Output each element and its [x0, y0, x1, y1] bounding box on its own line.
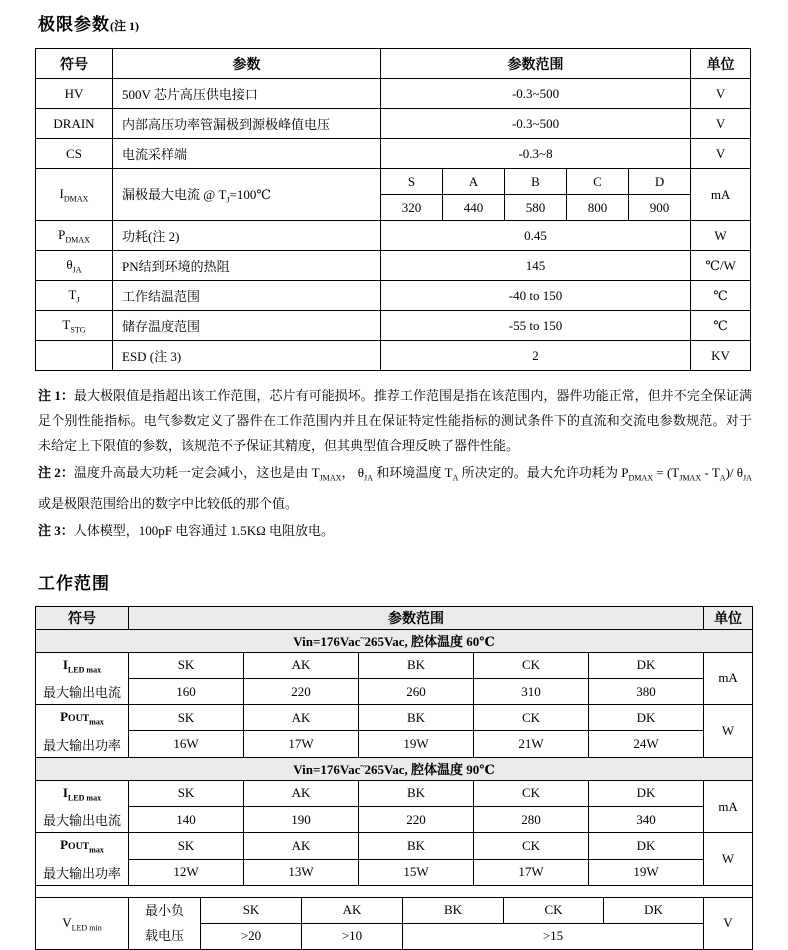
cell-value: 15W — [359, 859, 474, 885]
limits-row-drain — [36, 109, 751, 139]
cell-unit: ℃ — [691, 281, 751, 311]
cell-unit: KV — [691, 341, 751, 371]
header-param: 参数 — [113, 49, 381, 79]
cell-grade: AK — [244, 652, 359, 678]
cell-grade: BK — [359, 705, 474, 731]
cell-value-merged: >15 — [403, 923, 704, 949]
cell-value: 19W — [589, 859, 704, 885]
cell-value: 13W — [244, 859, 359, 885]
cell-range: 0.45 — [381, 221, 691, 251]
symbol-text: $I_{LED max}$ — [62, 784, 102, 803]
cell-grade: SK — [129, 780, 244, 806]
cell-range: -40 to 150 — [381, 281, 691, 311]
cell-grade: CK — [474, 780, 589, 806]
cell-value: 260 — [359, 678, 474, 704]
limits-title-text: 极限参数 — [38, 15, 110, 34]
cell-param: 500V 芯片高压供电接口 — [113, 79, 381, 109]
cell-value: 17W — [474, 859, 589, 885]
condition-row-60c — [36, 629, 753, 652]
note-2 — [38, 460, 752, 516]
cell-symbol — [36, 833, 129, 886]
cell-value: >10 — [302, 923, 403, 949]
symbol-cn-label: 最大输出电流 — [42, 813, 121, 829]
cell-symbol — [36, 780, 129, 833]
cell-unit: ℃/W — [691, 251, 751, 281]
note-1-label: 注 1： — [38, 388, 74, 403]
limits-row-pdmax — [36, 221, 751, 251]
note-3-label: 注 3： — [38, 522, 74, 538]
cell-unit: V — [704, 897, 753, 949]
cell-unit: mA — [704, 652, 753, 705]
symbol-text: $POUT_{max}$ — [60, 837, 104, 855]
header-range: 参数范围 — [129, 606, 704, 629]
cell-unit: V — [691, 79, 751, 109]
note-3 — [38, 518, 752, 543]
cell-symbol: $\theta_{JA}$ — [36, 251, 113, 281]
cell-param: 漏极最大电流 @ $T_J=100℃$ — [113, 169, 381, 221]
cell-range: -0.3~8 — [381, 139, 691, 169]
iled-90-values — [36, 807, 753, 833]
cell-param: 储存温度范围 — [113, 311, 381, 341]
limits-row-tstg — [36, 311, 751, 341]
cell-value: 220 — [244, 678, 359, 704]
cell-value: 12W — [129, 859, 244, 885]
cell-value: 24W — [589, 731, 704, 757]
limits-title-note: (注 1) — [110, 19, 139, 33]
cell-grade: AK — [244, 705, 359, 731]
cell-value: 380 — [589, 678, 704, 704]
cell-symbol: DRAIN — [36, 109, 113, 139]
cell-value: 16W — [129, 731, 244, 757]
cell-value: 17W — [244, 731, 359, 757]
cell-unit: W — [691, 221, 751, 251]
note-1-text: 最大极限值是指超出该工作范围，芯片有可能损坏。推荐工作范围是指在该范围内，器件功能正常，但并不完全保证满足个别性能指标。电气参数定义了器件在工作范围内并且在保证特定性能指标的测试条件下的直流和交流电参数规范。对于未给定上下限值的参数，该规范不予保证其精度，但其典型值合理反映了器件性能。 — [38, 388, 752, 453]
cell-grade: DK — [604, 897, 704, 923]
cell-range: -0.3~500 — [381, 79, 691, 109]
cell-value: 440 — [443, 195, 505, 221]
limits-notes — [38, 383, 752, 543]
cell-value: 19W — [359, 731, 474, 757]
cell-grade: DK — [589, 705, 704, 731]
cell-unit: W — [704, 705, 753, 758]
limits-row-idmax-grades — [36, 169, 751, 195]
cell-range: -55 to 150 — [381, 311, 691, 341]
cell-range: 2 — [381, 341, 691, 371]
header-symbol: 符号 — [36, 49, 113, 79]
limits-row-cs — [36, 139, 751, 169]
cell-symbol: $V_{LED min}$ — [36, 897, 129, 949]
cell-grade: CK — [474, 833, 589, 859]
symbol-text: $I_{LED max}$ — [62, 656, 102, 675]
header-unit: 单位 — [704, 606, 753, 629]
cell-grade: CK — [474, 705, 589, 731]
cell-grade: DK — [589, 652, 704, 678]
cell-param: 功耗(注 2) — [113, 221, 381, 251]
cell-grade: SK — [129, 833, 244, 859]
cell-grade: C — [567, 169, 629, 195]
cell-grade: DK — [589, 780, 704, 806]
cell-value: 190 — [244, 807, 359, 833]
note-1 — [38, 383, 752, 458]
limits-row-esd — [36, 341, 751, 371]
limits-row-tj — [36, 281, 751, 311]
cell-value: 160 — [129, 678, 244, 704]
cell-param: 内部高压功率管漏极到源极峰值电压 — [113, 109, 381, 139]
cell-grade: BK — [403, 897, 504, 923]
note-2-text: 温度升高最大功耗一定会减小，这也是由 $T_{JMAX}$， $\theta_{JA}$ 和环境温度 $T_A$ 所决定的。最大允许功耗为 $P_{DMAX} = (T_{JMAX} - T_A)/$ $\theta_{JA}$ 或是极限范围给出的数字中比较低的那个值。 — [38, 465, 752, 511]
cell-param: PN结到环境的热阻 — [113, 251, 381, 281]
symbol-text: $POUT_{max}$ — [60, 709, 104, 727]
operating-header-row — [36, 606, 753, 629]
cell-grade: DK — [589, 833, 704, 859]
cell-symbol: $I_{DMAX}$ — [36, 169, 113, 221]
cell-grade: S — [381, 169, 443, 195]
cell-symbol: HV — [36, 79, 113, 109]
cell-unit: mA — [691, 169, 751, 221]
cell-grade: SK — [201, 897, 302, 923]
cell-value: 340 — [589, 807, 704, 833]
cell-value: 320 — [381, 195, 443, 221]
limits-row-hv — [36, 79, 751, 109]
iled-60-grades — [36, 652, 753, 678]
symbol-cn-label: 最大输出功率 — [42, 737, 121, 753]
cell-param: 电流采样端 — [113, 139, 381, 169]
cell-grade: BK — [359, 652, 474, 678]
cell-symbol — [36, 705, 129, 758]
cell-grade: B — [505, 169, 567, 195]
pout-90-values — [36, 859, 753, 885]
cell-value: 21W — [474, 731, 589, 757]
condition-label: Vin=176Vac~265Vac, 腔体温度 90℃ — [36, 757, 753, 780]
cell-grade: AK — [244, 780, 359, 806]
cell-grade: CK — [504, 897, 604, 923]
cell-range: 145 — [381, 251, 691, 281]
cell-range: -0.3~500 — [381, 109, 691, 139]
cell-grade: A — [443, 169, 505, 195]
symbol-cn-label: 最大输出功率 — [42, 865, 121, 881]
vled-label-line1: 最小负 — [144, 903, 184, 919]
vled-cn-label — [129, 897, 201, 949]
cell-symbol — [36, 652, 129, 705]
cell-grade: D — [629, 169, 691, 195]
cell-symbol — [36, 341, 113, 371]
cell-value: 220 — [359, 807, 474, 833]
cell-symbol: $P_{DMAX}$ — [36, 221, 113, 251]
cell-param: ESD (注 3) — [113, 341, 381, 371]
spacer-cell — [36, 885, 753, 897]
pout-60-grades — [36, 705, 753, 731]
cell-grade: SK — [129, 705, 244, 731]
cell-unit: W — [704, 833, 753, 886]
condition-label: Vin=176Vac~265Vac, 腔体温度 60℃ — [36, 629, 753, 652]
cell-value: >20 — [201, 923, 302, 949]
cell-value: 280 — [474, 807, 589, 833]
limits-row-thetaja — [36, 251, 751, 281]
cell-value: 140 — [129, 807, 244, 833]
spacer-row — [36, 885, 753, 897]
note-3-text: 人体模型，100pF 电容通过 1.5KΩ 电阻放电。 — [73, 522, 335, 538]
limits-table — [35, 48, 751, 371]
cell-unit: ℃ — [691, 311, 751, 341]
cell-grade: CK — [474, 652, 589, 678]
operating-section-title: 工作范围 — [38, 573, 110, 593]
iled-90-grades — [36, 780, 753, 806]
cell-grade: AK — [302, 897, 403, 923]
cell-value: 580 — [505, 195, 567, 221]
limits-section-title — [38, 10, 752, 35]
cell-grade: AK — [244, 833, 359, 859]
symbol-cn-label: 最大输出电流 — [42, 685, 121, 701]
cell-unit: mA — [704, 780, 753, 833]
pout-60-values — [36, 731, 753, 757]
vled-label-line2: 载电压 — [144, 928, 184, 944]
cell-symbol: $T_{STG}$ — [36, 311, 113, 341]
cell-grade: BK — [359, 833, 474, 859]
iled-60-values — [36, 678, 753, 704]
cell-symbol: CS — [36, 139, 113, 169]
header-symbol: 符号 — [36, 606, 129, 629]
condition-row-90c — [36, 757, 753, 780]
pout-90-grades — [36, 833, 753, 859]
cell-value: 310 — [474, 678, 589, 704]
cell-grade: BK — [359, 780, 474, 806]
cell-value: 800 — [567, 195, 629, 221]
cell-symbol: $T_J$ — [36, 281, 113, 311]
header-unit: 单位 — [691, 49, 751, 79]
vled-grades-row — [36, 897, 753, 923]
cell-unit: V — [691, 109, 751, 139]
note-2-label: 注 2： — [38, 465, 74, 480]
cell-grade: SK — [129, 652, 244, 678]
cell-param: 工作结温范围 — [113, 281, 381, 311]
cell-value: 900 — [629, 195, 691, 221]
limits-header-row — [36, 49, 751, 79]
operating-table — [35, 606, 753, 886]
header-range: 参数范围 — [381, 49, 691, 79]
vled-table — [35, 885, 753, 950]
cell-unit: V — [691, 139, 751, 169]
